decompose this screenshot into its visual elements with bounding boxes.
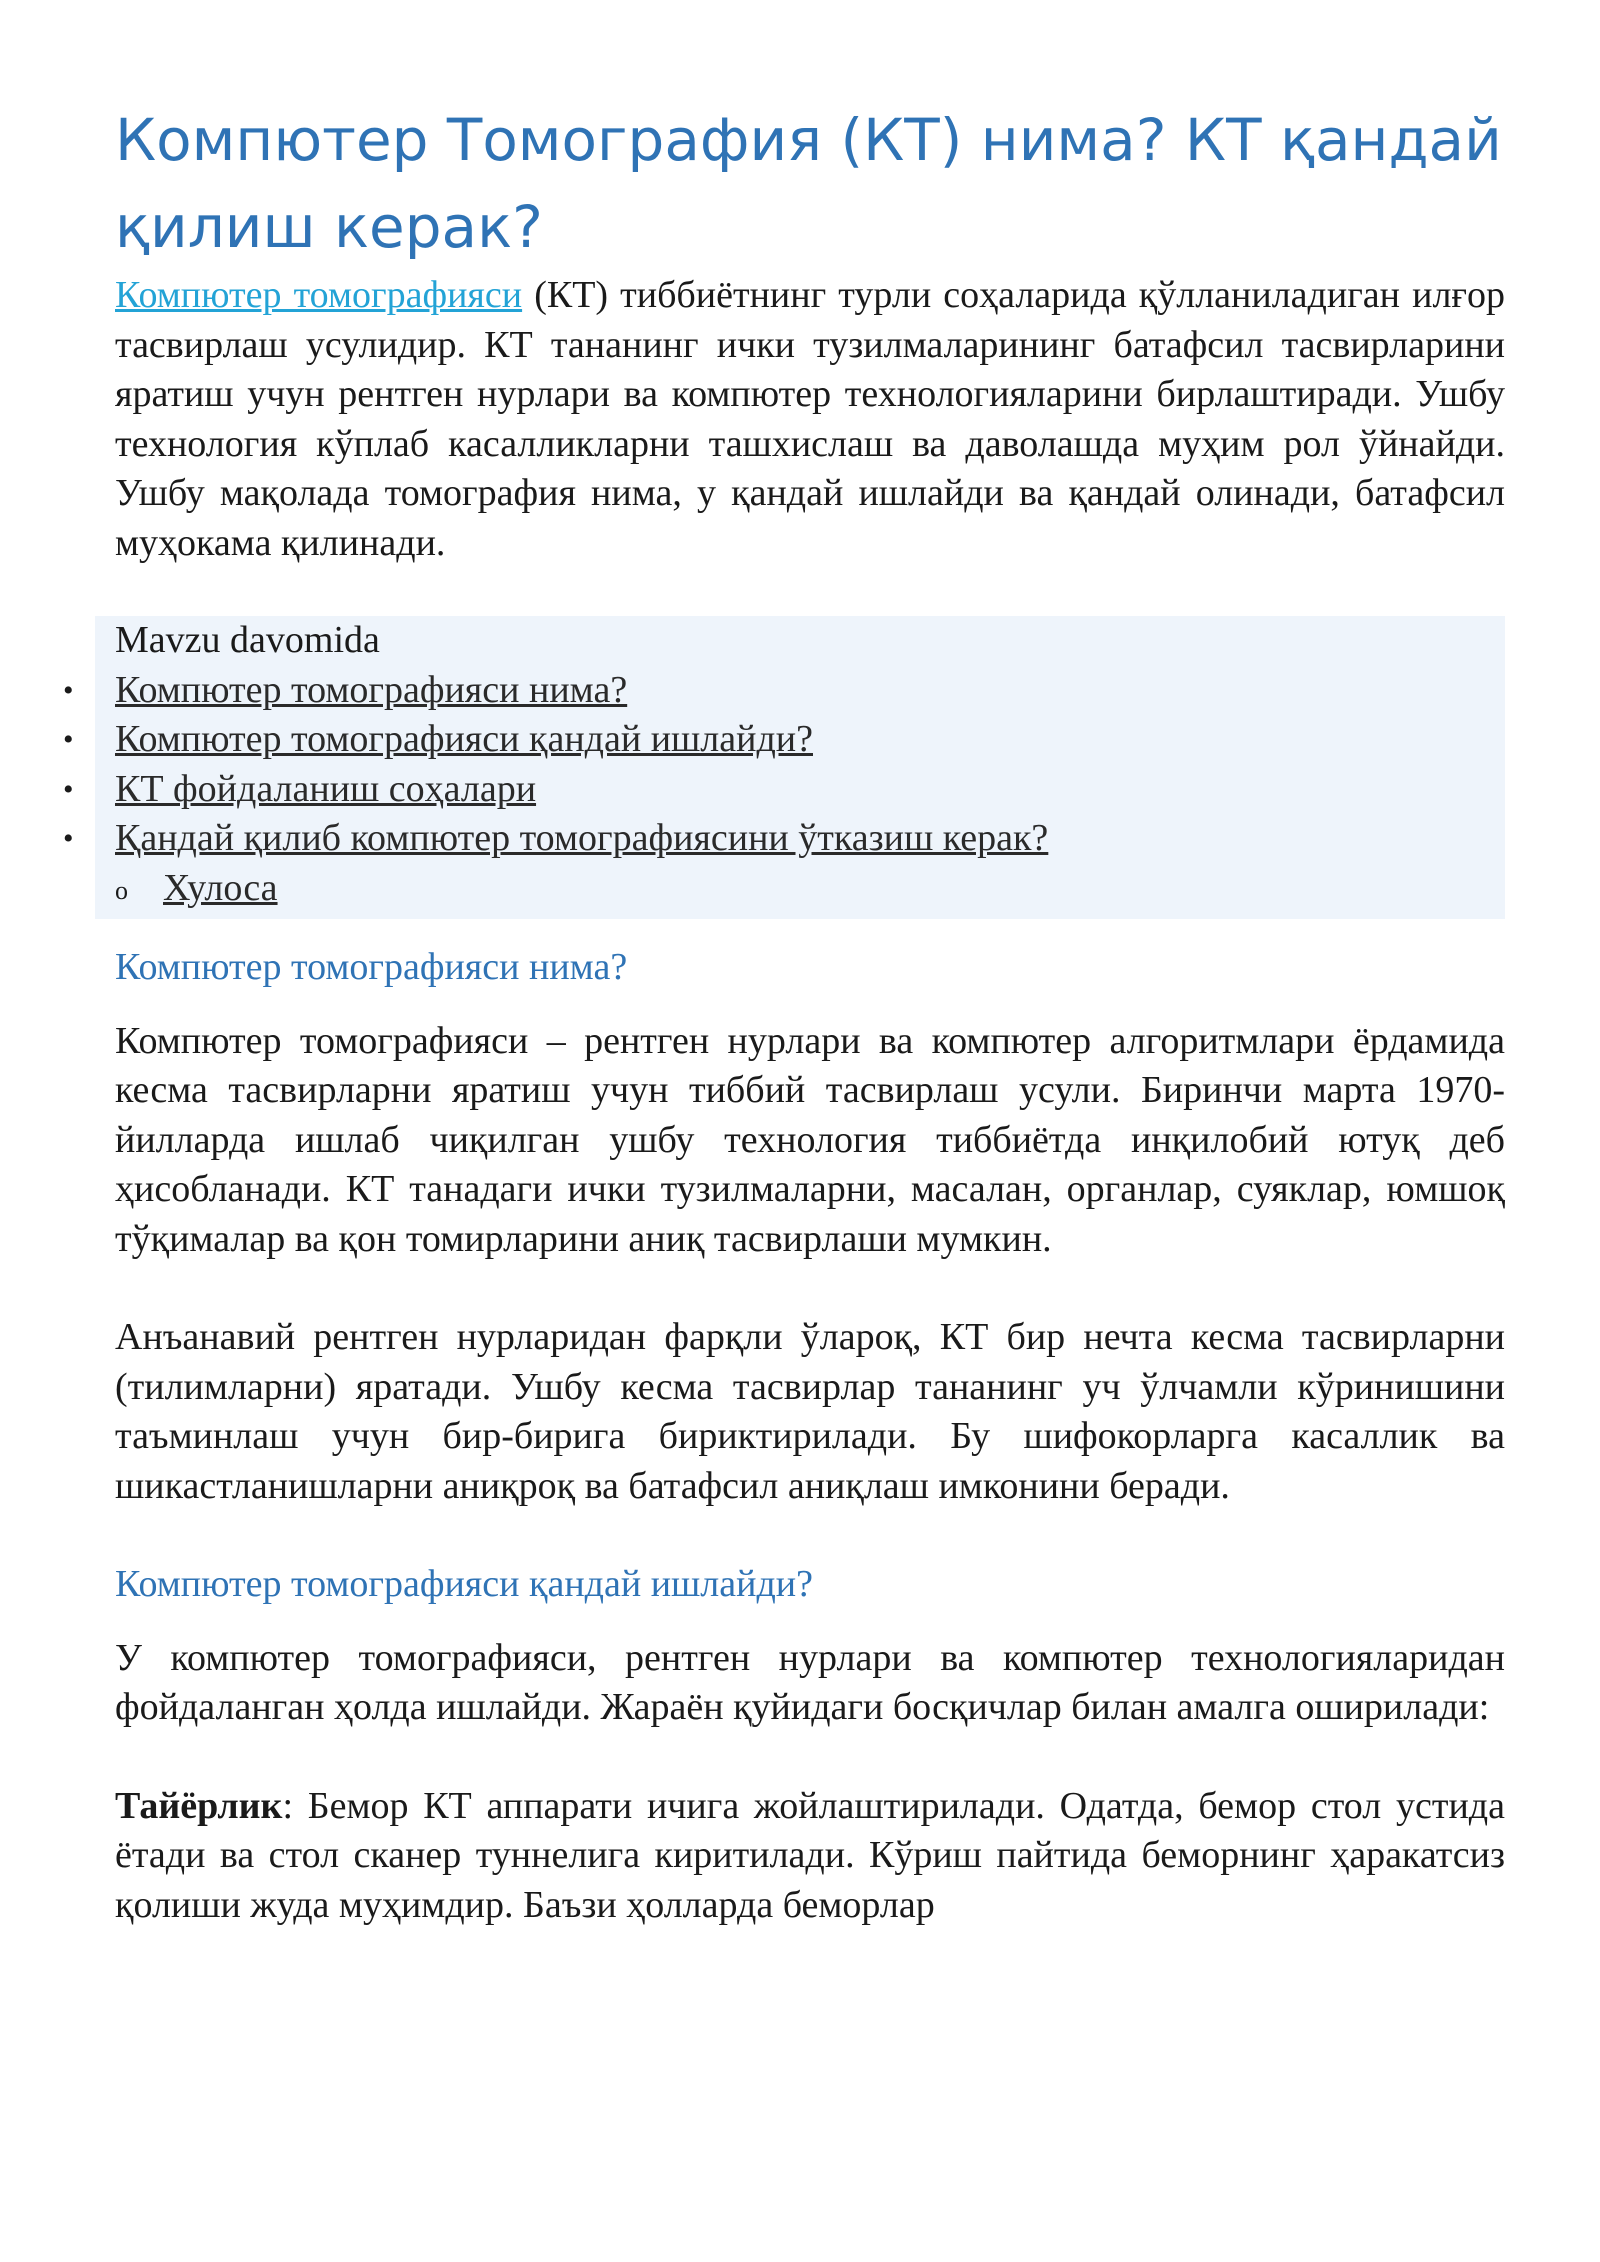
toc-link-ct-uses[interactable]: КТ фойдаланиш соҳалари bbox=[115, 767, 537, 810]
toc-item-how-to-do-ct bbox=[63, 814, 1505, 864]
toc-item-ct-uses bbox=[63, 765, 1505, 815]
section1-paragraph-1: Компютер томографияси – рентген нурлари ва компютер алгоритмлари ёрдамида кесма тасвирларни яратиш учун тиббий тасвирлаш усули. Биринчи марта 1970-йилларда ишлаб чиқилган ушбу технология тиббиётда инқилобий ютуқ деб ҳисобланади. КТ танадаги ички тузилмаларни, масалан, органлар, суяклар, юмшоқ тўқималар ва қон томирларини аниқ тасвирлаши мумкин. bbox=[115, 1019, 1505, 1260]
intro-paragraph bbox=[115, 271, 1505, 568]
sub-bullet-marker: o bbox=[115, 875, 128, 905]
bullet-marker: • bbox=[63, 822, 74, 855]
page-title: Компютер Томография (КТ) нима? КТ қандай қилиш керак? bbox=[115, 106, 1502, 261]
toc-label: Mavzu davomida bbox=[115, 619, 380, 661]
section-heading-how-ct-works: Компютер томографияси қандай ишлайди? bbox=[115, 1563, 813, 1605]
section-heading-what-is-ct: Компютер томографияси нима? bbox=[115, 946, 628, 988]
paragraph-gap bbox=[115, 1733, 1505, 1782]
intro-text: (КТ) тиббиётнинг турли соҳаларида қўлланиладиган илғор тасвирлаш усулидир. КТ тананинг ички тузилмаларининг батафсил тасвирларини яратиш учун рентген нурлари ва компютер технологияларини бирлаштиради. Ушбу технология кўплаб касалликларни ташхислаш ва даволашда муҳим рол ўйнайди. Ушбу мақолада томография нима, у қандай ишлайди ва қандай олинади, батафсил муҳокама қилинади. bbox=[115, 274, 1505, 564]
table-of-contents bbox=[63, 616, 1505, 919]
intro-link[interactable]: Компютер томографияси bbox=[115, 274, 523, 316]
section2-paragraph-1: У компютер томографияси, рентген нурлари ва компютер технологияларидан фойдаланган ҳолда ишлайди. Жараён қуйидаги босқичлар билан амалга оширилади: bbox=[115, 1636, 1505, 1728]
section1-paragraph-2: Анъанавий рентген нурларидан фарқли ўлароқ, КТ бир нечта кесма тасвирларни (тилимларни) яратади. Ушбу кесма тасвирлар тананинг уч ўлчамли кўринишини таъминлаш учун бир-бирига бириктирилади. Бу шифокорларга касаллик ва шикастланишларни аниқроқ ва батафсил аниқлаш имконини беради. bbox=[115, 1316, 1505, 1507]
bullet-marker: • bbox=[63, 772, 74, 806]
section2-step-paragraph bbox=[115, 1782, 1505, 1931]
paragraph-gap bbox=[115, 1264, 1505, 1313]
toc-link-what-is-ct[interactable]: Компютер томографияси нима? bbox=[115, 668, 628, 711]
bullet-marker: • bbox=[63, 673, 74, 707]
toc-link-how-to-do-ct[interactable]: Қандай қилиб компютер томографиясини ўтказиш керак? bbox=[115, 817, 1049, 859]
document-page bbox=[63, 0, 1505, 1930]
step-term: Тайёрлик bbox=[115, 1784, 283, 1827]
bullet-marker: • bbox=[63, 723, 74, 756]
toc-subitem-conclusion bbox=[115, 864, 1505, 914]
step-text: : Бемор КТ аппарати ичига жойлаштирилади. Одатда, бемор стол устида ётади ва стол сканер туннелига киритилади. Кўриш пайтида беморнинг ҳаракатсиз қолиши жуда муҳимдир. Баъзи ҳолларда беморлар bbox=[115, 1784, 1505, 1926]
toc-item-what-is-ct bbox=[63, 666, 1505, 716]
toc-link-how-ct-works[interactable]: Компютер томографияси қандай ишлайди? bbox=[115, 718, 813, 760]
toc-link-conclusion[interactable]: Хулоса bbox=[163, 866, 278, 909]
toc-item-how-ct-works bbox=[63, 715, 1505, 765]
toc-list bbox=[63, 666, 1505, 914]
